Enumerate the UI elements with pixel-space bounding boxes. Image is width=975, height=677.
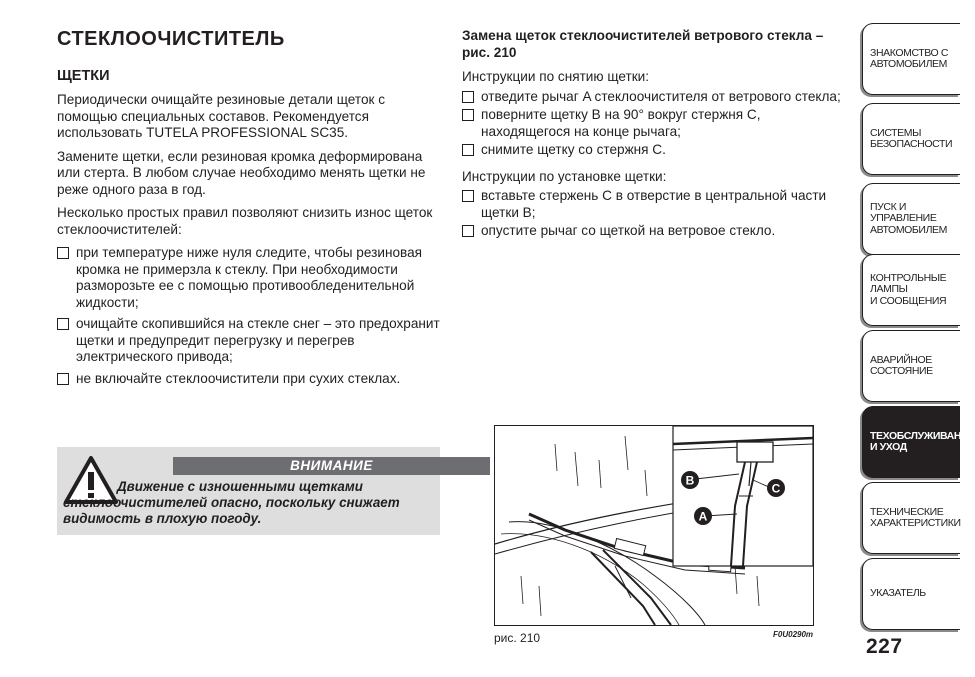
- tab-label: ПУСК И УПРАВЛЕНИЕ АВТОМОБИЛЕМ: [870, 200, 948, 236]
- tab-safety-systems[interactable]: [862, 103, 960, 175]
- page-number: 227: [866, 635, 903, 658]
- checkbox-bullet-icon: [57, 247, 69, 259]
- step-text: опустите рычаг со щеткой на ветровое стекло.: [481, 223, 776, 238]
- removal-step: [462, 142, 842, 159]
- tab-label: СИСТЕМЫ БЕЗОПАСНОСТИ: [870, 126, 953, 150]
- checkbox-bullet-icon: [462, 91, 474, 103]
- tab-label: УКАЗАТЕЛЬ: [870, 587, 926, 600]
- tab-getting-to-know-car[interactable]: [862, 23, 960, 95]
- wiper-illustration: [494, 425, 814, 626]
- tab-label: КОНТРОЛЬНЫЕ ЛАМПЫ И СООБЩЕНИЯ: [870, 271, 947, 307]
- tab-label: ТЕХОБСЛУЖИВАНИЕ И УХОД: [870, 429, 975, 453]
- label-b: B: [685, 473, 695, 488]
- section-subtitle: ЩЕТКИ: [57, 68, 110, 84]
- paragraph: Несколько простых правил позволяют снизить износ щеток стеклоочистителей:: [57, 205, 433, 237]
- removal-step: [462, 89, 842, 106]
- paragraph: Замените щетки, если резиновая кромка деформирована или стерта. В любом случае необходимо менять щетки не реже одного раза в год.: [57, 148, 426, 197]
- tab-maintenance[interactable]: [862, 406, 975, 478]
- label-a: A: [698, 509, 708, 524]
- tab-label: АВАРИЙНОЕ СОСТОЯНИЕ: [870, 353, 933, 377]
- step-text: поверните щетку B на 90° вокруг стержня C, находящегося на конце рычага;: [481, 107, 761, 139]
- tab-technical-specs[interactable]: [862, 482, 960, 554]
- install-intro: Инструкции по установке щетки:: [462, 168, 667, 184]
- bullet-item: [57, 316, 440, 366]
- paragraph: Периодически очищайте резиновые детали щеток с помощью специальных составов. Рекомендуется использовать TUTELA PROFESSIONAL SC35.: [57, 92, 386, 140]
- label-c: C: [771, 481, 781, 496]
- bullet-item: [57, 371, 440, 388]
- checkbox-bullet-icon: [462, 144, 474, 156]
- bullet-item: [57, 245, 440, 311]
- tab-emergency[interactable]: [862, 330, 960, 402]
- right-column: [462, 28, 842, 242]
- checkbox-bullet-icon: [462, 109, 474, 121]
- step-text: снимите щетку со стержня C.: [481, 142, 666, 157]
- install-step: [462, 188, 842, 221]
- tab-label: ЗНАКОМСТВО С АВТОМОБИЛЕМ: [870, 46, 949, 70]
- procedure-heading: Замена щеток стеклоочистителей ветрового стекла – рис. 210: [462, 28, 824, 60]
- section-title: СТЕКЛООЧИСТИТЕЛЬ: [57, 28, 285, 50]
- figure-code: F0U0290m: [773, 630, 814, 639]
- install-step: [462, 223, 842, 240]
- bullet-text: очищайте скопившийся на стекле снег – это предохранит щетки и предупредит перегрузку и перегрев электрического привода;: [76, 316, 440, 364]
- removal-step: [462, 107, 842, 140]
- figure-caption: рис. 210: [494, 631, 541, 645]
- removal-intro: Инструкции по снятию щетки:: [462, 69, 650, 84]
- left-column: [57, 28, 440, 392]
- step-text: отведите рычаг A стеклоочистителя от ветрового стекла;: [481, 88, 841, 104]
- warning-text: Движение с изношенными щетками стеклоочистителей опасно, поскольку снижает видимость в плохую погоду.: [63, 479, 400, 526]
- tab-index[interactable]: [862, 558, 960, 630]
- tab-label: ТЕХНИЧЕСКИЕ ХАРАКТЕРИСТИКИ: [870, 505, 961, 529]
- tab-warning-lights[interactable]: [862, 254, 960, 326]
- checkbox-bullet-icon: [462, 225, 474, 237]
- step-text: вставьте стержень C в отверстие в центральной части щетки B;: [481, 188, 827, 220]
- tab-starting-driving[interactable]: [862, 183, 960, 255]
- checkbox-bullet-icon: [57, 373, 69, 385]
- bullet-text: при температуре ниже нуля следите, чтобы резиновая кромка не примерзла к стеклу. При необходимости разморозьте ее с помощью противообледенительной жидкости;: [76, 245, 422, 310]
- wiper-blade-drawing: [495, 426, 813, 625]
- checkbox-bullet-icon: [57, 318, 69, 330]
- warning-heading: ВНИМАНИЕ: [173, 457, 490, 475]
- checkbox-bullet-icon: [462, 190, 474, 202]
- warning-box: [57, 447, 440, 535]
- bullet-text: не включайте стеклоочистители при сухих стеклах.: [76, 370, 401, 386]
